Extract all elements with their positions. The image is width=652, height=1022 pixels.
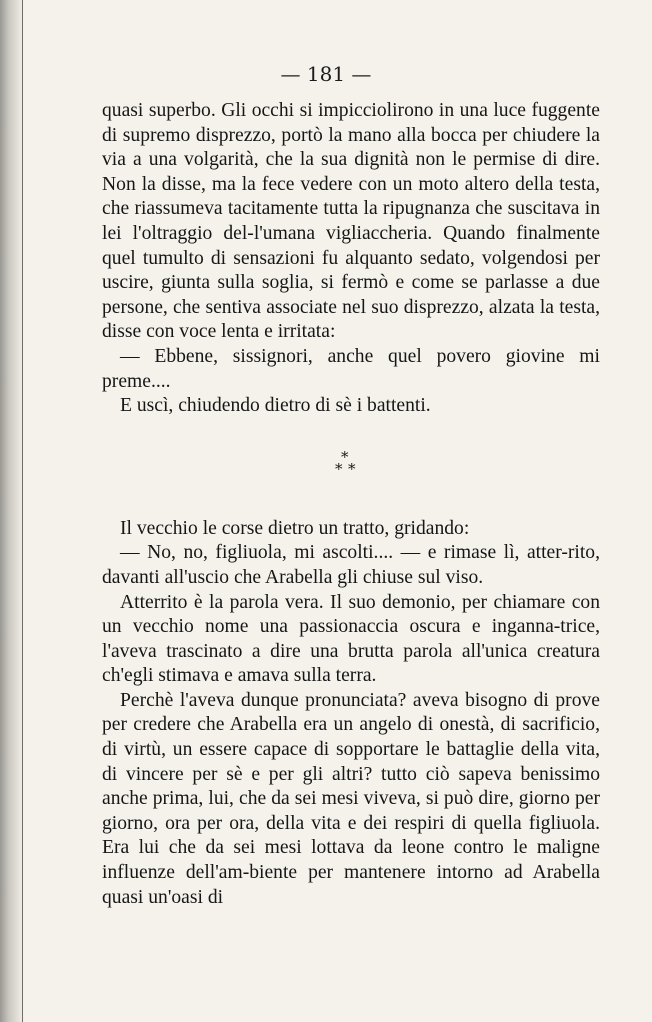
asterism-star-left: * xyxy=(335,459,343,478)
body-text xyxy=(102,99,600,910)
paragraph-4: Il vecchio le corse dietro un tratto, gridando: xyxy=(120,517,470,539)
paragraph-2: — Ebbene, sissignori, anche quel povero giovine mi preme.... xyxy=(102,345,600,392)
asterism-star-right: * xyxy=(348,459,356,478)
book-spine-shadow xyxy=(0,0,22,1022)
paragraph-5: — No, no, figliuola, mi ascolti.... — e rimase lì, atter-rito, davanti all'uscio che Arabella gli chiuse sul viso. xyxy=(102,542,600,588)
paragraph-7: Perchè l'aveva dunque pronunciata? aveva bisogno di prove per credere che Arabella era un angelo di onestà, di sacrificio, di virtù, un essere capace di sopportare le battaglie della vita, di vincere per sè e per gli altri? tutto ciò sapeva benissimo anche prima, lui, che da sei mesi viveva, si può dire, giorno per giorno, ora per ora, della vita e dei respiri di quella figliuola. Era lui che da sei mesi lottava da leone contro le maligne influenze dell'am-biente per mantenere intorno ad Arabella quasi un'oasi di xyxy=(102,689,600,908)
paragraph-3: E uscì, chiudendo dietro di sè i battenti. xyxy=(120,395,431,417)
paragraph-6: Atterrito è la parola vera. Il suo demonio, per chiamare con un vecchio nome una passionaccia oscura e inganna-trice, l'aveva trascinato a dire una brutta parola all'unica creatura ch'egli stimava e amava sulla terra. xyxy=(102,591,600,687)
section-break-asterism xyxy=(102,419,600,517)
page-number: — 181 — xyxy=(280,62,372,86)
gutter-line xyxy=(22,0,23,1022)
paragraph-1: quasi superbo. Gli occhi si impicciolirono in una luce fuggente di supremo disprezzo, portò la mano alla bocca per chiudere la via a una volgarità, che la sua dignità non le permise di dire. Non la disse, ma la fece vedere con un moto altero della testa, che riassumeva tacitamente tutta la ripugnanza che suscitava in lei l'oltraggio del-l'umana vigliaccheria. Quando finalmente quel tumulto di sensazioni fu alquanto sedato, volgendosi per uscire, giunta sulla soglia, si fermò e come se parlasse a due persone, che sentiva associate nel suo disprezzo, alzata la testa, disse con voce lenta e irritata: xyxy=(102,100,600,343)
asterism-star-top: * xyxy=(341,447,349,466)
